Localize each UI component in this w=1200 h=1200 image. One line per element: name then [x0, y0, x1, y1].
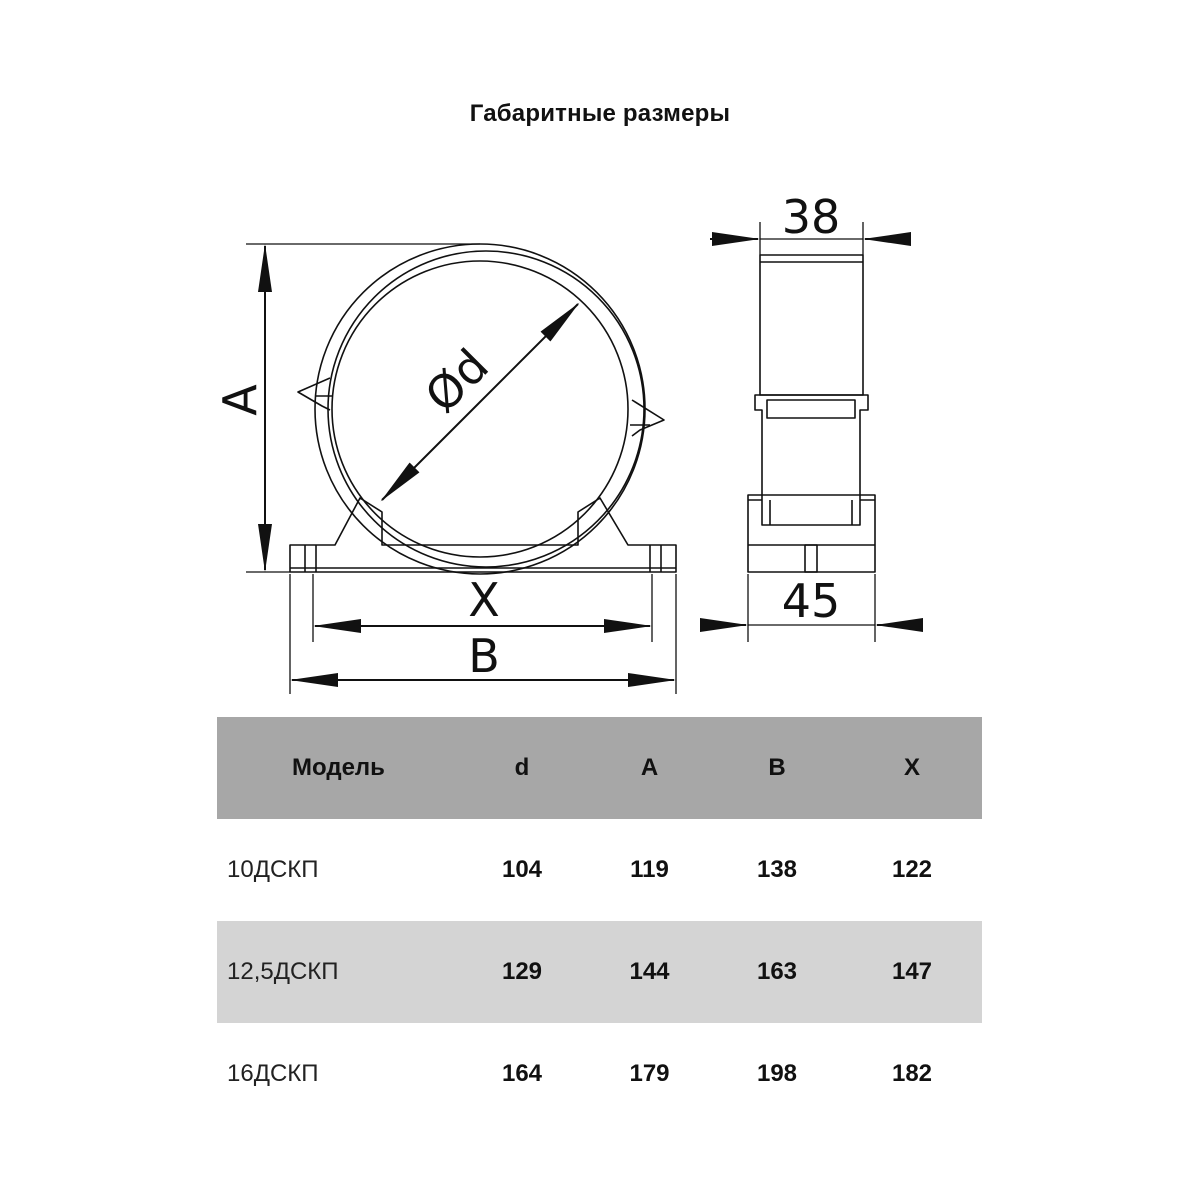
inner-ring — [332, 261, 628, 557]
diameter-label: Ød — [414, 338, 499, 423]
cell-d: 104 — [501, 856, 543, 883]
cell-model: 16ДСКП — [227, 1060, 319, 1087]
cell-x: 122 — [891, 856, 933, 883]
header-b: B — [768, 754, 786, 781]
table-header-row — [217, 717, 982, 819]
side-view — [748, 255, 875, 572]
table-row — [217, 921, 982, 1023]
cell-d: 129 — [501, 958, 543, 985]
ring-edge — [328, 251, 644, 567]
cell-b: 198 — [756, 1060, 798, 1087]
cell-d: 164 — [501, 1060, 543, 1087]
cell-a: 119 — [630, 856, 669, 883]
header-d: d — [514, 754, 530, 781]
header-model: Модель — [292, 754, 385, 781]
table-row — [217, 819, 982, 921]
depth-bottom-label: 45 — [781, 574, 841, 628]
header-a: A — [640, 754, 659, 781]
outer-ring — [315, 244, 645, 574]
front-view — [290, 244, 676, 574]
cell-model: 12,5ДСКП — [227, 958, 339, 985]
cell-b: 163 — [756, 958, 798, 985]
cell-x: 182 — [891, 1060, 933, 1087]
height-label: A — [213, 384, 267, 416]
cell-model: 10ДСКП — [227, 856, 319, 883]
header-x: X — [903, 754, 920, 781]
cell-x: 147 — [891, 958, 933, 985]
table-row — [217, 1023, 982, 1125]
cell-b: 138 — [756, 856, 798, 883]
cell-a: 179 — [629, 1060, 670, 1087]
outer-width-label: B — [468, 629, 500, 683]
left-latch — [298, 378, 330, 410]
dimensions-table — [217, 717, 982, 1125]
inner-width-label: X — [468, 573, 500, 627]
page-title: Габаритные размеры — [469, 100, 731, 127]
depth-top-label: 38 — [781, 190, 841, 244]
right-latch — [632, 400, 664, 436]
cell-a: 144 — [629, 958, 670, 985]
diameter-arrow — [382, 304, 578, 500]
